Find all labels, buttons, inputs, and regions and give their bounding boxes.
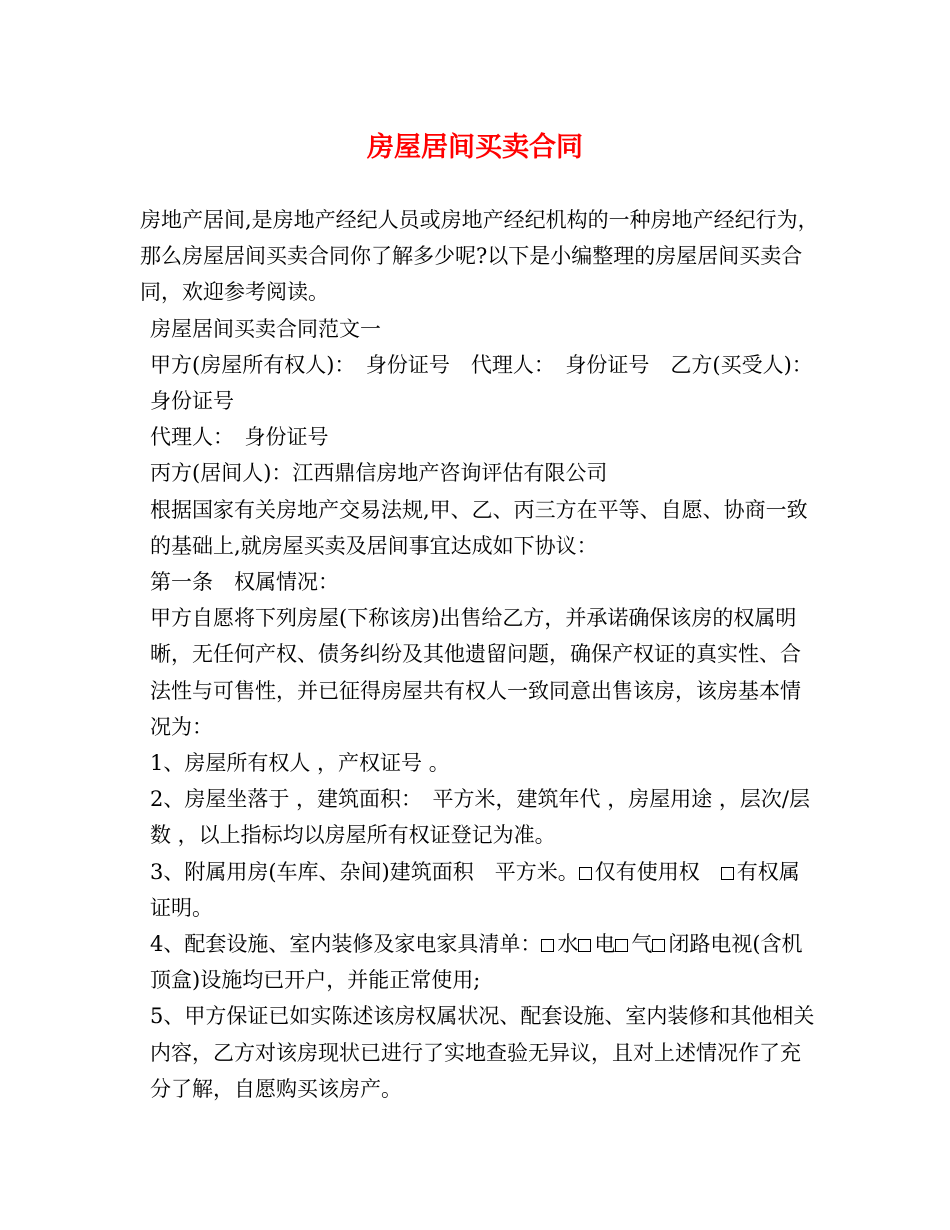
item-4-option-cctv: 闭路电视(含机顶盒)设施均已开户，并能正常使用;	[150, 932, 803, 993]
checkbox-icon	[578, 939, 591, 952]
item-4-text: 4、配套设施、室内装修及家电家具清单：	[150, 932, 542, 957]
item-3	[140, 854, 820, 926]
article-1-heading: 第一条 权属情况：	[150, 570, 339, 595]
item-1: 1、房屋所有权人 ，产权证号 。	[150, 751, 450, 776]
item-5: 5、甲方保证已如实陈述该房权属状况、配套设施、室内装修和其他相关内容，乙方对该房现状已进行了实地查验无异议，且对上述情况作了充分了解，自愿购买该房产。	[150, 1004, 815, 1101]
party-b-id: 身份证号	[150, 389, 234, 414]
item-4-option-gas: 气	[631, 932, 653, 957]
item-3-option-1: 仅有使用权	[594, 859, 700, 884]
party-b-agent: 代理人： 身份证号	[150, 425, 329, 450]
intro-paragraph: 房地产居间,是房地产经纪人员或房地产经纪机构的一种房地产经纪行为，那么房屋居间买卖合同你了解多少呢?以下是小编整理的房屋居间买卖合同，欢迎参考阅读。	[140, 208, 819, 305]
document-title: 房屋居间买卖合同	[367, 132, 583, 163]
checkbox-icon	[615, 939, 628, 952]
checkbox-icon	[541, 939, 554, 952]
document-body	[140, 202, 820, 1107]
item-4-option-water: 水	[557, 932, 579, 957]
item-4-option-electric: 电	[594, 932, 616, 957]
item-4	[140, 926, 820, 998]
sample-heading: 房屋居间买卖合同范文一	[150, 316, 381, 341]
item-3-text: 3、附属用房(车库、杂间)建筑面积 平方米。	[150, 859, 579, 884]
party-c-line: 丙方(居间人)：江西鼎信房地产咨询评估有限公司	[150, 461, 608, 486]
basis-paragraph: 根据国家有关房地产交易法规,甲、乙、丙三方在平等、自愿、协商一致的基础上,就房屋买卖及居间事宜达成如下协议：	[150, 497, 808, 558]
checkbox-icon	[721, 867, 734, 880]
party-a-line: 甲方(房屋所有权人)： 身份证号 代理人： 身份证号 乙方(买受人)：	[150, 352, 813, 377]
item-3-option-2: 有权属证明。	[150, 859, 800, 920]
checkbox-icon	[652, 939, 665, 952]
article-1-paragraph: 甲方自愿将下列房屋(下称该房)出售给乙方，并承诺确保该房的权属明晰，无任何产权、债务纠纷及其他遗留问题，确保产权证的真实性、合法性与可售性，并已征得房屋共有权人一致同意出售该房，该房基本情况为：	[150, 606, 801, 739]
item-2: 2、房屋坐落于 ，建筑面积： 平方米，建筑年代 ，房屋用途 ，层次/层数 ，以上指标均以房屋所有权证登记为准。	[150, 787, 810, 848]
checkbox-icon	[579, 867, 592, 880]
